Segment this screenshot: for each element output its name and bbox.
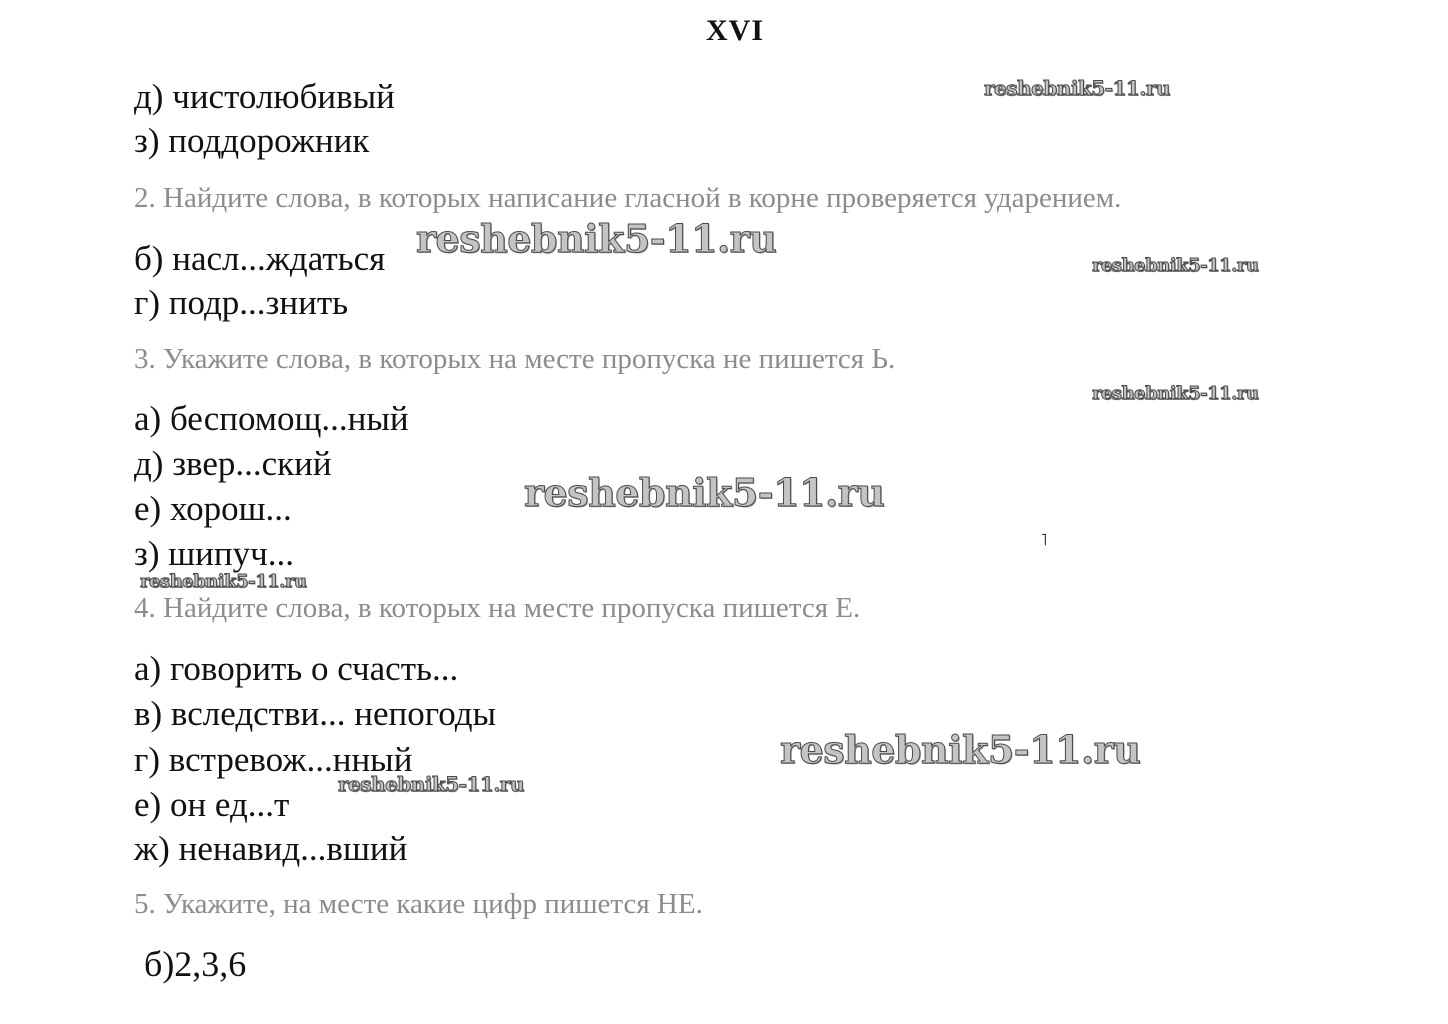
- page-title: XVI: [705, 14, 764, 47]
- question-3: 3. Укажите слова, в которых на месте пропуска не пишется Ь.: [134, 343, 896, 375]
- watermark: reshebnik5-11.ru: [780, 727, 1141, 772]
- answer-q5: б)2,3,6: [144, 944, 247, 984]
- question-5: 5. Укажите, на месте какие цифр пишется НЕ.: [134, 888, 703, 920]
- answer-d-chistolyubivyi: д) чистолюбивый: [134, 77, 395, 116]
- stray-mark: ˥: [1041, 532, 1048, 549]
- answer-q3-z: з) шипуч...: [134, 534, 294, 573]
- watermark: reshebnik5-11.ru: [338, 772, 524, 796]
- answer-q2-g: г) подр...знить: [134, 283, 349, 322]
- answer-q4-v: в) вследстви... непогоды: [134, 694, 497, 733]
- watermark: reshebnik5-11.ru: [1092, 383, 1259, 404]
- answer-z-poddorozhnik: з) поддорожник: [134, 121, 370, 160]
- answer-q3-d: д) звер...ский: [134, 444, 332, 483]
- answer-q4-g: г) встревож...нный: [134, 740, 413, 779]
- watermark: reshebnik5-11.ru: [140, 571, 307, 592]
- answer-q4-e: е) он ед...т: [134, 785, 290, 824]
- answer-q3-a: а) беспомощ...ный: [134, 399, 409, 438]
- answer-q4-a: а) говорить о счасть...: [134, 649, 459, 688]
- answer-q2-b: б) насл...ждаться: [134, 239, 386, 278]
- answer-q4-zh: ж) ненавид...вший: [134, 829, 408, 868]
- watermark: reshebnik5-11.ru: [524, 470, 885, 515]
- answer-q3-e: е) хорош...: [134, 489, 292, 528]
- question-2: 2. Найдите слова, в которых написание гласной в корне проверяется ударением.: [134, 182, 1122, 214]
- question-4: 4. Найдите слова, в которых на месте пропуска пишется Е.: [134, 592, 861, 624]
- watermark: reshebnik5-11.ru: [416, 216, 777, 261]
- watermark: reshebnik5-11.ru: [1092, 255, 1259, 276]
- watermark: reshebnik5-11.ru: [984, 76, 1170, 100]
